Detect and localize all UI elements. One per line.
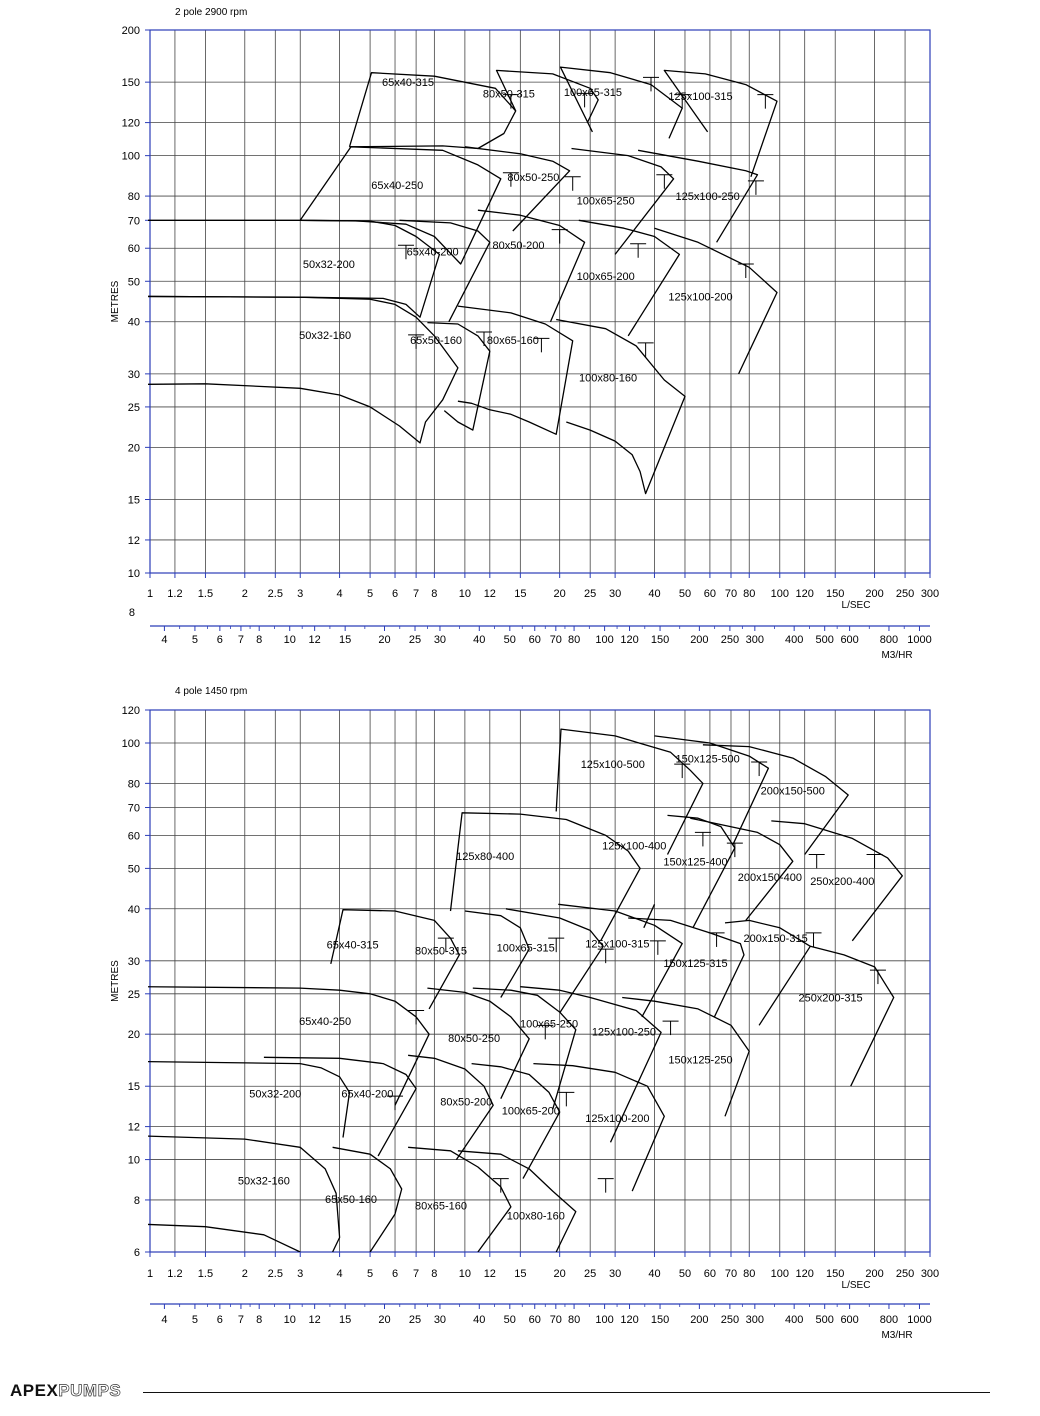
- y-tick-label: 40: [127, 903, 140, 916]
- pump-curve-150x125-500: [655, 736, 769, 845]
- y-tick-label: 100: [121, 737, 140, 750]
- x-tick-label: 40: [648, 1268, 661, 1280]
- m3hr-tick-label: 600: [840, 634, 859, 646]
- pump-label-100x80-160: 100x80-160: [506, 1210, 565, 1223]
- pump-label-65x40-250: 65x40-250: [299, 1016, 352, 1029]
- brand-part1: APEX: [10, 1381, 59, 1400]
- x-tick-label: 2: [241, 588, 248, 600]
- extra-left-label: 8: [128, 607, 135, 619]
- pump-label-150x125-500: 150x125-500: [675, 753, 740, 766]
- pump-label-80x50-200: 80x50-200: [492, 240, 545, 253]
- y-tick-label: 10: [127, 1154, 140, 1167]
- y-tick-label: 120: [121, 117, 140, 130]
- pump-curve-80x50-250: [465, 147, 570, 231]
- x-tick-label: 50: [678, 1268, 692, 1280]
- pump-label-80x50-250: 80x50-250: [448, 1032, 501, 1045]
- y-tick-label: 50: [127, 276, 140, 289]
- m3hr-tick-label: 10: [283, 634, 296, 646]
- footer-rule: [143, 1392, 990, 1393]
- pump-curve-125x100-315: [664, 70, 777, 176]
- pump-label-125x100-200: 125x100-200: [585, 1112, 650, 1125]
- pump-curve-50x32-200: [140, 220, 439, 317]
- m3hr-tick-label: 12: [308, 634, 321, 646]
- x-tick-label: 2: [241, 1268, 248, 1280]
- pump-label-200x150-500: 200x150-500: [760, 785, 825, 798]
- pump-label-125x100-400: 125x100-400: [602, 840, 667, 853]
- y-axis-label: METRES: [110, 960, 121, 1002]
- x-tick-label: 7: [413, 1268, 420, 1280]
- pump-curve-65x40-200: [264, 1057, 416, 1156]
- curve-layer: [140, 67, 777, 494]
- chart-4-pole: [110, 686, 939, 1341]
- pump-curve-65x40-250: [140, 987, 429, 1106]
- y-tick-label: 80: [127, 778, 140, 791]
- pump-label-125x100-250: 125x100-250: [675, 191, 740, 204]
- x-tick-label: 20: [553, 588, 566, 600]
- pump-curve-80x50-200: [478, 210, 585, 322]
- pump-label-80x50-250: 80x50-250: [507, 171, 560, 184]
- x-tick-label: 2.5: [267, 588, 283, 600]
- m3hr-tick-label: 70: [549, 634, 562, 646]
- pump-label-65x40-200: 65x40-200: [341, 1088, 394, 1101]
- plot-frame: [150, 30, 930, 573]
- pump-label-65x40-200: 65x40-200: [406, 246, 459, 259]
- x-tick-label: 120: [795, 588, 814, 600]
- pump-label-100x65-200: 100x65-200: [576, 270, 635, 283]
- y-tick-label: 80: [127, 191, 140, 204]
- y-tick-label: 50: [127, 863, 140, 876]
- pump-label-80x50-315: 80x50-315: [415, 945, 468, 958]
- pump-label-100x65-250: 100x65-250: [576, 195, 635, 208]
- m3hr-tick-label: 12: [308, 1314, 321, 1326]
- x-tick-label: 1: [146, 588, 154, 600]
- pump-label-50x32-200: 50x32-200: [249, 1088, 302, 1101]
- m3hr-tick-label: 60: [528, 1314, 541, 1326]
- m3hr-tick-label: 4: [161, 634, 168, 646]
- x-tick-label: 50: [678, 588, 692, 600]
- x-tick-label: 6: [391, 588, 399, 600]
- pump-label-100x65-250: 100x65-250: [519, 1018, 579, 1031]
- x-tick-label: 3: [297, 1268, 304, 1280]
- x-tick-label: 200: [865, 1268, 884, 1280]
- x-tick-label: 150: [826, 1268, 845, 1280]
- x-tick-label: 2.5: [267, 1268, 283, 1280]
- y-tick-label: 120: [121, 705, 140, 717]
- x-tick-label: 300: [920, 588, 940, 600]
- x-tick-label: 10: [458, 1268, 472, 1280]
- x-tick-label: 80: [743, 1268, 756, 1280]
- m3hr-tick-label: 15: [339, 1314, 352, 1326]
- m3hr-tick-label: 8: [256, 1314, 263, 1326]
- x-tick-label: 10: [458, 588, 472, 600]
- pump-label-150x125-400: 150x125-400: [663, 856, 728, 869]
- pump-label-200x150-400: 200x150-400: [737, 871, 802, 884]
- m3hr-tick-label: 8: [256, 634, 263, 646]
- x-tick-label: 1: [146, 1268, 154, 1280]
- x-tick-label: 25: [584, 588, 597, 600]
- pump-label-200x150-315: 200x150-315: [743, 933, 808, 946]
- x-axis-label: L/SEC: [841, 1280, 871, 1291]
- m3hr-tick-label: 6: [216, 634, 223, 646]
- m3hr-tick-label: 10: [283, 1314, 296, 1326]
- x-tick-label: 15: [514, 588, 527, 600]
- m3hr-tick-label: 500: [815, 634, 834, 646]
- m3hr-tick-label: 400: [784, 634, 804, 646]
- m3hr-tick-label: 300: [745, 634, 765, 646]
- x-tick-label: 80: [743, 588, 756, 600]
- m3hr-tick-label: 250: [720, 1314, 740, 1326]
- m3hr-tick-label: 250: [720, 634, 740, 646]
- y-tick-label: 6: [133, 1247, 140, 1259]
- m3hr-tick-label: 400: [784, 1314, 804, 1326]
- pump-label-150x125-315: 150x125-315: [663, 958, 728, 971]
- pump-label-80x65-160: 80x65-160: [486, 334, 539, 347]
- x-tick-label: 60: [703, 1268, 717, 1280]
- m3hr-tick-label: 100: [595, 1314, 614, 1326]
- m3hr-tick-label: 70: [549, 1314, 562, 1326]
- pump-label-50x32-160: 50x32-160: [299, 329, 352, 342]
- pump-curve-80x65-160: [458, 306, 573, 434]
- pump-curve-100x65-315: [560, 67, 682, 138]
- y-tick-label: 60: [127, 830, 140, 843]
- y-tick-label: 60: [127, 243, 140, 256]
- y-tick-label: 8: [133, 1194, 140, 1207]
- m3hr-tick-label: 50: [503, 634, 516, 646]
- m3hr-tick-label: 25: [408, 1314, 422, 1326]
- m3hr-tick-label: 40: [473, 1314, 486, 1326]
- y-tick-label: 15: [127, 494, 140, 507]
- m3hr-tick-label: 200: [690, 634, 709, 646]
- m3hr-tick-label: 600: [840, 1314, 859, 1326]
- pump-curve-65x40-250: [300, 147, 501, 264]
- m3hr-tick-label: 150: [650, 1314, 670, 1326]
- pump-label-250x200-400: 250x200-400: [810, 876, 875, 889]
- x-tick-label: 7: [413, 588, 420, 600]
- m3hr-tick-label: 30: [433, 634, 447, 646]
- m3hr-tick-label: 25: [408, 634, 422, 646]
- m3hr-tick-label: 15: [339, 634, 352, 646]
- m3hr-tick-label: 7: [237, 1314, 244, 1326]
- x-tick-label: 70: [724, 1268, 738, 1280]
- chart-title: 4 pole 1450 rpm: [175, 686, 248, 697]
- y-tick-label: 40: [127, 316, 140, 329]
- x-tick-label: 3: [297, 588, 304, 600]
- x-tick-label: 8: [431, 588, 438, 600]
- y-tick-label: 12: [127, 1121, 140, 1134]
- m3hr-tick-label: 30: [433, 1314, 447, 1326]
- x-tick-label: 300: [920, 1268, 940, 1280]
- y-tick-label: 15: [127, 1081, 140, 1094]
- m3hr-tick-label: 20: [378, 1314, 391, 1326]
- x-tick-label: 100: [770, 1268, 789, 1280]
- chart-2-pole: [110, 7, 939, 661]
- x-tick-label: 1.5: [197, 1268, 214, 1280]
- pump-label-50x32-200: 50x32-200: [302, 259, 355, 272]
- pump-label-65x40-250: 65x40-250: [371, 180, 424, 193]
- m3hr-tick-label: 100: [595, 634, 614, 646]
- pump-label-125x80-400: 125x80-400: [456, 850, 515, 863]
- chart-title: 2 pole 2900 rpm: [175, 7, 248, 18]
- m3hr-tick-label: 120: [620, 1314, 639, 1326]
- brand-part2: PUMPS: [58, 1381, 122, 1400]
- x-tick-label: 20: [553, 1268, 566, 1280]
- x-tick-label: 15: [514, 1268, 527, 1280]
- x-tick-label: 250: [895, 1268, 915, 1280]
- pump-label-250x200-315: 250x200-315: [798, 992, 863, 1005]
- pump-curve-250x200-315: [810, 946, 893, 1086]
- y-tick-label: 150: [121, 77, 140, 90]
- m3hr-tick-label: 1000: [907, 1314, 932, 1326]
- x-tick-label: 150: [826, 588, 845, 600]
- y-tick-label: 10: [127, 568, 140, 580]
- m3hr-tick-label: 60: [528, 634, 541, 646]
- x-tick-label: 250: [895, 588, 915, 600]
- m3hr-tick-label: 500: [815, 1314, 834, 1326]
- x-tick-label: 70: [724, 588, 738, 600]
- m3hr-tick-label: 200: [690, 1314, 709, 1326]
- y-tick-label: 20: [127, 1029, 140, 1042]
- y-axis-label: METRES: [110, 280, 121, 323]
- pump-curve-125x100-200: [533, 1064, 664, 1192]
- y-tick-label: 100: [121, 150, 140, 163]
- x-tick-label: 12: [483, 1268, 496, 1280]
- x-tick-label: 5: [367, 588, 374, 600]
- m3hr-tick-label: 150: [650, 634, 670, 646]
- y-tick-label: 200: [121, 25, 140, 37]
- x-tick-label: 5: [367, 1268, 374, 1280]
- pump-label-80x50-200: 80x50-200: [440, 1096, 493, 1109]
- x-tick-label: 1.2: [167, 588, 183, 600]
- brand-logo: [10, 1381, 121, 1401]
- m3hr-tick-label: 7: [237, 634, 244, 646]
- x-tick-label: 25: [584, 1268, 597, 1280]
- x-tick-label: 12: [483, 588, 496, 600]
- x-tick-label: 6: [391, 1268, 399, 1280]
- pump-label-100x80-160: 100x80-160: [579, 372, 638, 385]
- pump-label-65x50-160: 65x50-160: [410, 334, 463, 347]
- x-axis-label: L/SEC: [841, 600, 871, 611]
- x-tick-label: 4: [336, 1268, 343, 1280]
- pump-curve-50x32-160: [140, 296, 458, 443]
- pump-label-125x100-250: 125x100-250: [591, 1026, 657, 1039]
- y-tick-label: 12: [127, 534, 140, 547]
- x-tick-label: 4: [336, 588, 343, 600]
- pump-curve-125x80-400: [451, 813, 641, 941]
- x-tick-label: 120: [795, 1268, 814, 1280]
- m3hr-tick-label: 1000: [907, 634, 932, 646]
- y-tick-label: 30: [127, 955, 140, 968]
- pump-label-80x65-160: 80x65-160: [415, 1200, 468, 1213]
- m3hr-tick-label: 800: [879, 634, 899, 646]
- y-tick-label: 25: [127, 401, 140, 414]
- pump-curve-50x32-160: [140, 1136, 340, 1252]
- x-tick-label: 30: [608, 1268, 622, 1280]
- y-tick-label: 70: [127, 802, 140, 815]
- x-tick-label: 1.5: [197, 588, 214, 600]
- pump-label-125x100-315: 125x100-315: [668, 90, 733, 103]
- m3hr-tick-label: 6: [216, 1314, 223, 1326]
- pump-label-65x50-160: 65x50-160: [325, 1193, 378, 1206]
- m3hr-tick-label: 5: [191, 634, 198, 646]
- x-tick-label: 60: [703, 588, 717, 600]
- y-tick-label: 70: [127, 215, 140, 228]
- pump-curve-bottom: [140, 1224, 300, 1252]
- m3hr-tick-label: 50: [503, 1314, 516, 1326]
- pump-label-65x40-315: 65x40-315: [326, 939, 379, 952]
- pump-label-150x125-250: 150x125-250: [668, 1054, 733, 1067]
- m3hr-tick-label: 800: [879, 1314, 899, 1326]
- m3hr-tick-label: 20: [378, 634, 391, 646]
- x-tick-label: 1.2: [167, 1268, 183, 1280]
- pump-label-125x100-200: 125x100-200: [668, 291, 733, 304]
- m3hr-tick-label: 80: [567, 634, 581, 646]
- pump-label-100x65-315: 100x65-315: [496, 942, 555, 955]
- pump-label-80x50-315: 80x50-315: [482, 88, 535, 101]
- pump-label-125x100-500: 125x100-500: [580, 759, 645, 772]
- x-tick-label: 8: [431, 1268, 438, 1280]
- x-tick-label: 30: [608, 588, 622, 600]
- m3hr-axis-label: M3/HR: [881, 1330, 913, 1341]
- y-tick-label: 20: [127, 442, 140, 455]
- pump-label-50x32-160: 50x32-160: [237, 1175, 290, 1188]
- y-tick-label: 25: [127, 988, 140, 1001]
- m3hr-tick-label: 4: [161, 1314, 168, 1326]
- pump-label-65x40-315: 65x40-315: [382, 77, 435, 90]
- m3hr-tick-label: 80: [567, 1314, 581, 1326]
- x-tick-label: 100: [770, 588, 789, 600]
- m3hr-tick-label: 40: [473, 634, 486, 646]
- m3hr-tick-label: 5: [191, 1314, 198, 1326]
- pump-label-100x65-315: 100x65-315: [563, 87, 622, 100]
- m3hr-tick-label: 300: [745, 1314, 765, 1326]
- y-tick-label: 30: [127, 368, 140, 381]
- pump-curve-200x150-400: [690, 818, 793, 920]
- m3hr-tick-label: 120: [620, 634, 639, 646]
- m3hr-axis-label: M3/HR: [881, 650, 913, 661]
- x-tick-label: 40: [648, 588, 661, 600]
- pump-label-125x100-315: 125x100-315: [585, 938, 650, 951]
- pump-label-100x65-200: 100x65-200: [501, 1105, 560, 1118]
- x-tick-label: 200: [865, 588, 884, 600]
